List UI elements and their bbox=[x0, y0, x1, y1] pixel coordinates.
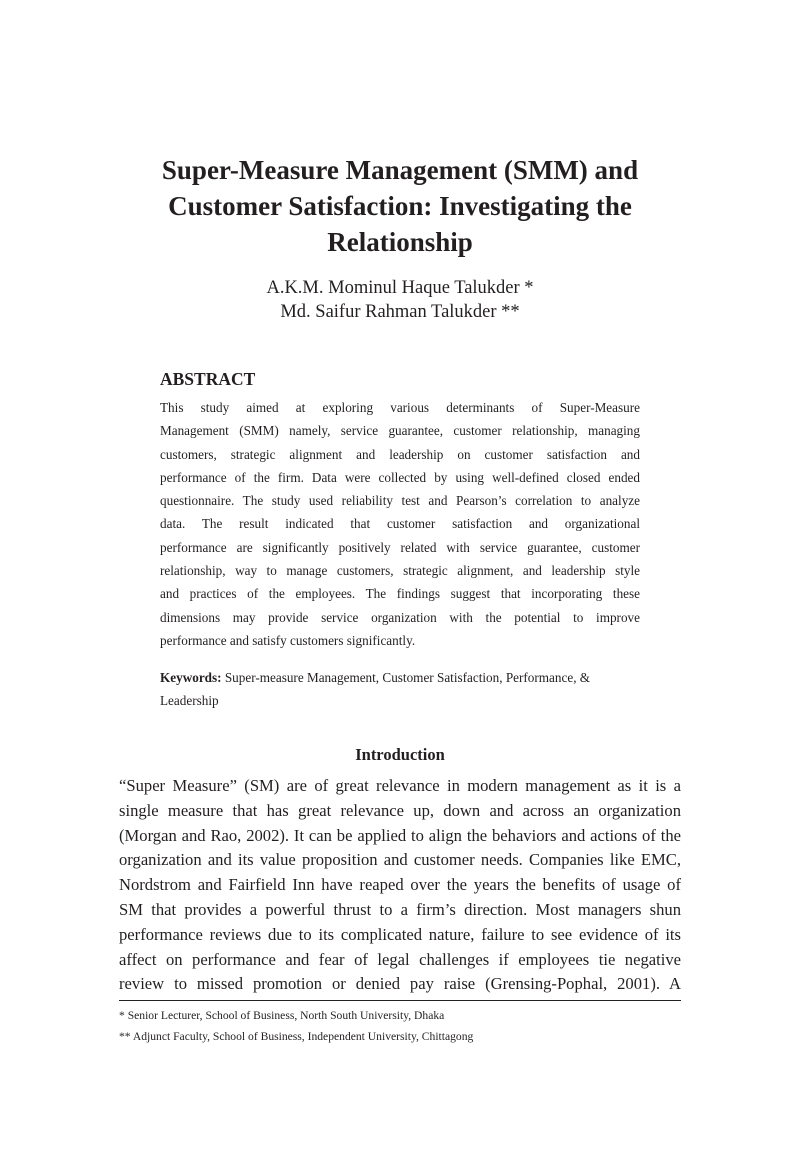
intro-line: Nordstrom and Fairfield Inn have reaped over the years the benefits of usage of bbox=[119, 875, 681, 895]
keywords-text: Super-measure Management, Customer Satisfaction, Performance, & Leadership bbox=[160, 670, 591, 709]
abstract-line: performance are significantly positively related with service guarantee, customer bbox=[160, 539, 640, 555]
paper-title bbox=[100, 152, 700, 260]
intro-line: SM that provides a powerful thrust to a firm’s direction. Most managers shun bbox=[119, 899, 681, 919]
intro-line: review to missed promotion or denied pay raise (Grensing-Pophal, 2001). A bbox=[119, 974, 681, 994]
intro-line: single measure that has great relevance up, down and across an organization bbox=[119, 800, 681, 820]
title-line-1: Super-Measure Management (SMM) and bbox=[161, 155, 639, 185]
abstract-line: data. The result indicated that customer satisfaction and organizational bbox=[160, 516, 640, 532]
abstract-line: relationship, way to manage customers, strategic alignment, and leadership style bbox=[160, 563, 640, 579]
abstract-heading: ABSTRACT bbox=[160, 369, 256, 389]
abstract-line: Management (SMM) namely, service guarantee, customer relationship, managing bbox=[160, 423, 640, 439]
author-list bbox=[150, 276, 650, 324]
title-line-2: Customer Satisfaction: Investigating the bbox=[168, 191, 632, 221]
intro-line: organization and its value proposition and customer needs. Companies like EMC, bbox=[119, 850, 681, 870]
keywords bbox=[160, 666, 640, 713]
intro-line: performance reviews due to its complicated nature, failure to see evidence of its bbox=[119, 924, 681, 944]
title-line-3: Relationship bbox=[327, 227, 473, 257]
abstract-line: customers, strategic alignment and leadership on customer satisfaction and bbox=[160, 446, 640, 462]
introduction-heading: Introduction bbox=[355, 745, 445, 764]
abstract-text bbox=[160, 396, 640, 652]
abstract-line: dimensions may provide service organization with the potential to improve bbox=[160, 609, 640, 625]
intro-line: affect on performance and fear of legal challenges if employees tie negative bbox=[119, 949, 681, 969]
author-2: Md. Saifur Rahman Talukder ** bbox=[280, 302, 520, 322]
keywords-label: Keywords: bbox=[160, 670, 222, 685]
footnote-2: ** Adjunct Faculty, School of Business, Independent University, Chittagong bbox=[119, 1029, 474, 1043]
intro-line: (Morgan and Rao, 2002). It can be applied to align the behaviors and actions of the bbox=[119, 825, 681, 845]
introduction-text bbox=[119, 774, 681, 997]
intro-line: “Super Measure” (SM) are of great relevance in modern management as it is a bbox=[119, 776, 681, 795]
footnote-divider bbox=[119, 1000, 681, 1001]
abstract-line: This study aimed at exploring various determinants of Super-Measure bbox=[160, 400, 640, 415]
abstract-line: and practices of the employees. The findings suggest that incorporating these bbox=[160, 586, 640, 602]
author-1: A.K.M. Mominul Haque Talukder * bbox=[266, 278, 534, 298]
footnote-1: * Senior Lecturer, School of Business, North South University, Dhaka bbox=[119, 1009, 445, 1022]
footnotes bbox=[119, 1006, 681, 1047]
abstract-line: performance of the firm. Data were collected by using well-defined closed ended bbox=[160, 469, 640, 485]
abstract-line: performance and satisfy customers significantly. bbox=[160, 632, 416, 648]
abstract-line: questionnaire. The study used reliability test and Pearson’s correlation to analyze bbox=[160, 493, 640, 509]
